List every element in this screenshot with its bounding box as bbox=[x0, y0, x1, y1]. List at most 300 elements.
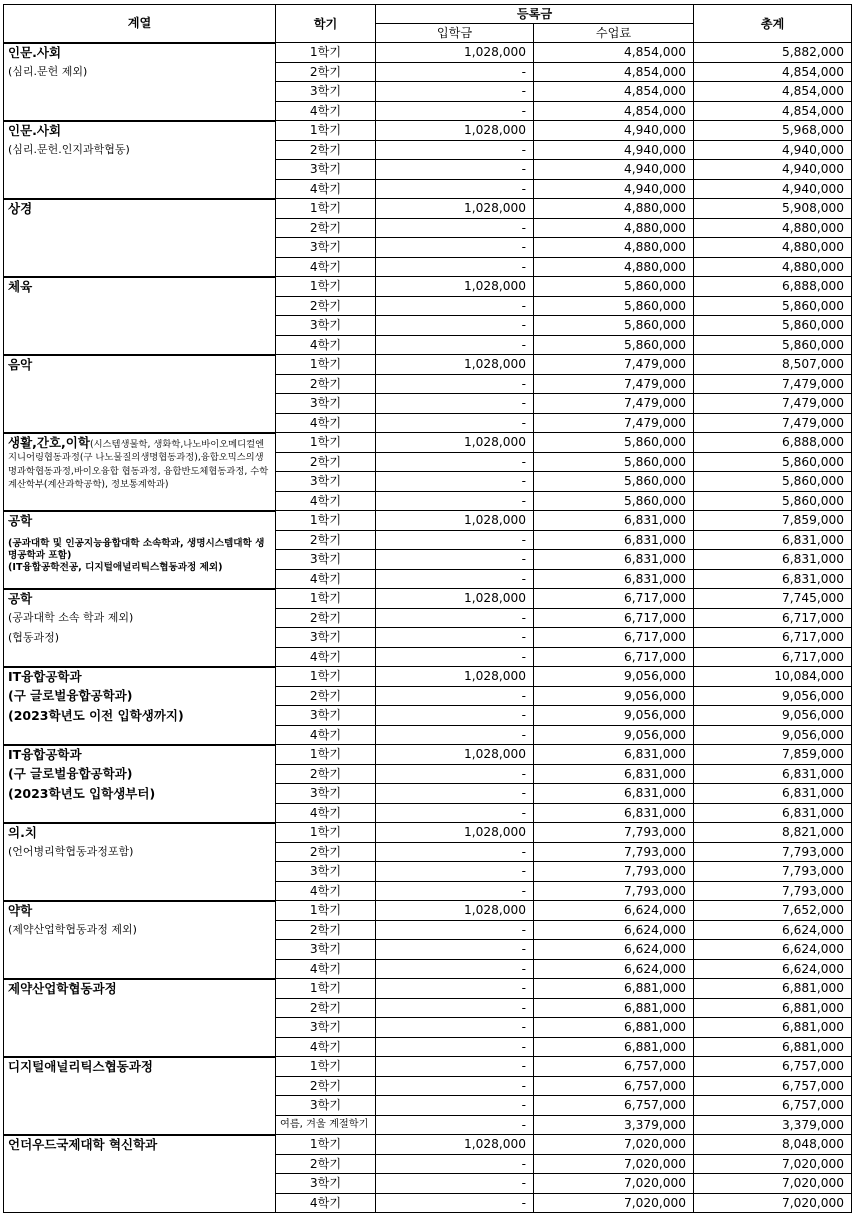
table-body bbox=[4, 43, 852, 1213]
admission-fee-cell: - bbox=[376, 316, 534, 336]
category-name: 인문.사회 bbox=[8, 122, 62, 138]
total-cell: 5,860,000 bbox=[694, 472, 852, 492]
class-fee-cell: 7,020,000 bbox=[534, 1135, 694, 1155]
total-cell: 6,624,000 bbox=[694, 940, 852, 960]
admission-fee-cell: - bbox=[376, 725, 534, 745]
semester-cell: 2학기 bbox=[276, 530, 376, 550]
semester-cell: 3학기 bbox=[276, 316, 376, 336]
admission-fee-cell: - bbox=[376, 647, 534, 667]
category-cell bbox=[4, 589, 276, 667]
total-cell: 4,854,000 bbox=[694, 62, 852, 82]
total-cell: 7,652,000 bbox=[694, 901, 852, 921]
semester-cell: 3학기 bbox=[276, 1174, 376, 1194]
class-fee-cell: 6,717,000 bbox=[534, 608, 694, 628]
admission-fee-cell: 1,028,000 bbox=[376, 199, 534, 219]
table-row bbox=[4, 43, 852, 63]
category-cell bbox=[4, 979, 276, 1057]
semester-cell: 1학기 bbox=[276, 199, 376, 219]
class-fee-cell: 9,056,000 bbox=[534, 686, 694, 706]
class-fee-cell: 5,860,000 bbox=[534, 296, 694, 316]
category-cell bbox=[4, 823, 276, 901]
class-fee-cell: 3,379,000 bbox=[534, 1115, 694, 1135]
class-fee-cell: 7,479,000 bbox=[534, 355, 694, 375]
total-cell: 6,757,000 bbox=[694, 1096, 852, 1116]
class-fee-cell: 6,881,000 bbox=[534, 1018, 694, 1038]
class-fee-cell: 7,479,000 bbox=[534, 394, 694, 414]
semester-cell: 1학기 bbox=[276, 511, 376, 531]
total-cell: 4,880,000 bbox=[694, 218, 852, 238]
semester-cell: 1학기 bbox=[276, 589, 376, 609]
admission-fee-cell: - bbox=[376, 179, 534, 199]
admission-fee-cell: - bbox=[376, 394, 534, 414]
table-row bbox=[4, 745, 852, 765]
class-fee-cell: 7,479,000 bbox=[534, 374, 694, 394]
category-name: 인문.사회 bbox=[8, 44, 62, 60]
semester-cell: 2학기 bbox=[276, 842, 376, 862]
table-row bbox=[4, 1135, 852, 1155]
header-semester: 학기 bbox=[276, 5, 376, 43]
semester-cell: 2학기 bbox=[276, 218, 376, 238]
class-fee-cell: 6,757,000 bbox=[534, 1096, 694, 1116]
semester-cell: 3학기 bbox=[276, 628, 376, 648]
admission-fee-cell: 1,028,000 bbox=[376, 745, 534, 765]
admission-fee-cell: - bbox=[376, 530, 534, 550]
total-cell: 7,859,000 bbox=[694, 511, 852, 531]
class-fee-cell: 4,940,000 bbox=[534, 121, 694, 141]
admission-fee-cell: - bbox=[376, 491, 534, 511]
admission-fee-cell: - bbox=[376, 1154, 534, 1174]
admission-fee-cell: - bbox=[376, 920, 534, 940]
admission-fee-cell: - bbox=[376, 1076, 534, 1096]
admission-fee-cell: 1,028,000 bbox=[376, 355, 534, 375]
semester-cell: 4학기 bbox=[276, 1037, 376, 1057]
semester-cell: 3학기 bbox=[276, 940, 376, 960]
class-fee-cell: 9,056,000 bbox=[534, 706, 694, 726]
total-cell: 7,793,000 bbox=[694, 881, 852, 901]
class-fee-cell: 6,624,000 bbox=[534, 940, 694, 960]
category-cell bbox=[4, 43, 276, 121]
class-fee-cell: 4,854,000 bbox=[534, 101, 694, 121]
admission-fee-cell: - bbox=[376, 1193, 534, 1213]
semester-cell: 1학기 bbox=[276, 745, 376, 765]
class-fee-cell: 4,880,000 bbox=[534, 257, 694, 277]
class-fee-cell: 6,831,000 bbox=[534, 550, 694, 570]
category-cell bbox=[4, 1135, 276, 1213]
admission-fee-cell: - bbox=[376, 296, 534, 316]
total-cell: 5,860,000 bbox=[694, 452, 852, 472]
admission-fee-cell: - bbox=[376, 842, 534, 862]
category-cell bbox=[4, 1057, 276, 1135]
table-row bbox=[4, 1057, 852, 1077]
admission-fee-cell: - bbox=[376, 550, 534, 570]
total-cell: 6,717,000 bbox=[694, 608, 852, 628]
class-fee-cell: 7,020,000 bbox=[534, 1154, 694, 1174]
class-fee-cell: 4,854,000 bbox=[534, 43, 694, 63]
admission-fee-cell: 1,028,000 bbox=[376, 43, 534, 63]
class-fee-cell: 6,624,000 bbox=[534, 959, 694, 979]
semester-cell: 2학기 bbox=[276, 1154, 376, 1174]
total-cell: 6,831,000 bbox=[694, 530, 852, 550]
semester-cell: 2학기 bbox=[276, 296, 376, 316]
total-cell: 6,831,000 bbox=[694, 784, 852, 804]
semester-cell: 1학기 bbox=[276, 355, 376, 375]
table-row bbox=[4, 901, 852, 921]
class-fee-cell: 6,831,000 bbox=[534, 530, 694, 550]
total-cell: 9,056,000 bbox=[694, 706, 852, 726]
total-cell: 7,479,000 bbox=[694, 374, 852, 394]
semester-cell: 2학기 bbox=[276, 374, 376, 394]
class-fee-cell: 6,881,000 bbox=[534, 979, 694, 999]
admission-fee-cell: - bbox=[376, 1057, 534, 1077]
table-row bbox=[4, 355, 852, 375]
class-fee-cell: 6,717,000 bbox=[534, 628, 694, 648]
admission-fee-cell: - bbox=[376, 881, 534, 901]
category-cell bbox=[4, 355, 276, 433]
table-row bbox=[4, 199, 852, 219]
category-name: 약학 bbox=[8, 902, 33, 918]
category-cell bbox=[4, 277, 276, 355]
semester-cell: 2학기 bbox=[276, 920, 376, 940]
total-cell: 7,020,000 bbox=[694, 1154, 852, 1174]
semester-cell: 3학기 bbox=[276, 394, 376, 414]
class-fee-cell: 6,757,000 bbox=[534, 1057, 694, 1077]
admission-fee-cell: 1,028,000 bbox=[376, 121, 534, 141]
category-cell bbox=[4, 199, 276, 277]
total-cell: 5,860,000 bbox=[694, 296, 852, 316]
admission-fee-cell: - bbox=[376, 706, 534, 726]
total-cell: 6,881,000 bbox=[694, 979, 852, 999]
category-name: 공학 bbox=[8, 590, 33, 606]
admission-fee-cell: - bbox=[376, 940, 534, 960]
total-cell: 5,908,000 bbox=[694, 199, 852, 219]
admission-fee-cell: - bbox=[376, 452, 534, 472]
semester-cell: 3학기 bbox=[276, 238, 376, 258]
spacer bbox=[8, 530, 271, 538]
semester-cell: 여름, 겨울 계절학기 bbox=[276, 1115, 376, 1135]
total-cell: 7,859,000 bbox=[694, 745, 852, 765]
admission-fee-cell: - bbox=[376, 569, 534, 589]
table-row bbox=[4, 979, 852, 999]
category-name-text: 생활,간호,이학 bbox=[8, 434, 90, 450]
semester-cell: 4학기 bbox=[276, 491, 376, 511]
semester-cell: 4학기 bbox=[276, 101, 376, 121]
admission-fee-cell: - bbox=[376, 803, 534, 823]
class-fee-cell: 4,940,000 bbox=[534, 160, 694, 180]
admission-fee-cell: - bbox=[376, 218, 534, 238]
semester-cell: 1학기 bbox=[276, 823, 376, 843]
class-fee-cell: 4,854,000 bbox=[534, 62, 694, 82]
category-subtitle: (제약산업학협동과정 제외) bbox=[8, 922, 137, 936]
total-cell: 6,717,000 bbox=[694, 647, 852, 667]
category-note: (공과대학 및 인공지능융합대학 소속학과, 생명시스템대학 생명공학과 포함) bbox=[8, 537, 265, 561]
total-cell: 6,717,000 bbox=[694, 628, 852, 648]
admission-fee-cell: - bbox=[376, 101, 534, 121]
class-fee-cell: 6,831,000 bbox=[534, 745, 694, 765]
header-class-fee: 수업료 bbox=[534, 24, 694, 43]
total-cell: 7,793,000 bbox=[694, 842, 852, 862]
total-cell: 6,757,000 bbox=[694, 1076, 852, 1096]
semester-cell: 4학기 bbox=[276, 569, 376, 589]
total-cell: 5,968,000 bbox=[694, 121, 852, 141]
total-cell: 7,745,000 bbox=[694, 589, 852, 609]
category-note: (IT융합공학전공, 디지털애널리틱스협동과정 제외) bbox=[8, 561, 223, 573]
class-fee-cell: 6,831,000 bbox=[534, 511, 694, 531]
class-fee-cell: 4,854,000 bbox=[534, 82, 694, 102]
header-admission-fee: 입학금 bbox=[376, 24, 534, 43]
semester-cell: 4학기 bbox=[276, 959, 376, 979]
table-row bbox=[4, 121, 852, 141]
semester-cell: 1학기 bbox=[276, 979, 376, 999]
semester-cell: 3학기 bbox=[276, 160, 376, 180]
total-cell: 5,882,000 bbox=[694, 43, 852, 63]
category-cell bbox=[4, 433, 276, 511]
total-cell: 4,880,000 bbox=[694, 238, 852, 258]
table-row bbox=[4, 511, 852, 531]
semester-cell: 1학기 bbox=[276, 1057, 376, 1077]
header-total: 총계 bbox=[694, 5, 852, 43]
class-fee-cell: 6,717,000 bbox=[534, 647, 694, 667]
total-cell: 10,084,000 bbox=[694, 667, 852, 687]
category-name: 공학 bbox=[8, 512, 33, 528]
total-cell: 8,821,000 bbox=[694, 823, 852, 843]
semester-cell: 1학기 bbox=[276, 667, 376, 687]
class-fee-cell: 6,831,000 bbox=[534, 569, 694, 589]
total-cell: 9,056,000 bbox=[694, 686, 852, 706]
category-subtitle: (구 글로벌융합공학과) bbox=[8, 765, 133, 781]
class-fee-cell: 5,860,000 bbox=[534, 277, 694, 297]
admission-fee-cell: - bbox=[376, 628, 534, 648]
class-fee-cell: 7,793,000 bbox=[534, 842, 694, 862]
total-cell: 7,479,000 bbox=[694, 394, 852, 414]
total-cell: 4,854,000 bbox=[694, 101, 852, 121]
semester-cell: 2학기 bbox=[276, 608, 376, 628]
category-name: IT융합공학과 bbox=[8, 746, 82, 762]
total-cell: 6,831,000 bbox=[694, 803, 852, 823]
total-cell: 6,888,000 bbox=[694, 433, 852, 453]
class-fee-cell: 6,717,000 bbox=[534, 589, 694, 609]
total-cell: 8,048,000 bbox=[694, 1135, 852, 1155]
semester-cell: 3학기 bbox=[276, 1018, 376, 1038]
semester-cell: 3학기 bbox=[276, 472, 376, 492]
semester-cell: 2학기 bbox=[276, 452, 376, 472]
semester-cell: 2학기 bbox=[276, 140, 376, 160]
class-fee-cell: 5,860,000 bbox=[534, 433, 694, 453]
category-cell bbox=[4, 121, 276, 199]
admission-fee-cell: - bbox=[376, 335, 534, 355]
semester-cell: 2학기 bbox=[276, 1076, 376, 1096]
semester-cell: 1학기 bbox=[276, 433, 376, 453]
admission-fee-cell: - bbox=[376, 82, 534, 102]
admission-fee-cell: - bbox=[376, 764, 534, 784]
category-name: 음악 bbox=[8, 356, 33, 372]
category-cell bbox=[4, 667, 276, 745]
category-name: IT융합공학과 bbox=[8, 668, 82, 684]
class-fee-cell: 4,880,000 bbox=[534, 218, 694, 238]
class-fee-cell: 7,793,000 bbox=[534, 881, 694, 901]
admission-fee-cell: - bbox=[376, 686, 534, 706]
total-cell: 4,940,000 bbox=[694, 160, 852, 180]
admission-fee-cell: - bbox=[376, 1174, 534, 1194]
class-fee-cell: 9,056,000 bbox=[534, 725, 694, 745]
class-fee-cell: 6,757,000 bbox=[534, 1076, 694, 1096]
total-cell: 3,379,000 bbox=[694, 1115, 852, 1135]
semester-cell: 1학기 bbox=[276, 43, 376, 63]
semester-cell: 4학기 bbox=[276, 179, 376, 199]
admission-fee-cell: - bbox=[376, 160, 534, 180]
total-cell: 6,757,000 bbox=[694, 1057, 852, 1077]
category-name: 의.치 bbox=[8, 824, 37, 840]
semester-cell: 4학기 bbox=[276, 803, 376, 823]
admission-fee-cell: - bbox=[376, 472, 534, 492]
semester-cell: 4학기 bbox=[276, 335, 376, 355]
class-fee-cell: 6,624,000 bbox=[534, 920, 694, 940]
table-header bbox=[4, 5, 852, 43]
class-fee-cell: 4,940,000 bbox=[534, 140, 694, 160]
category-subtitle: (구 글로벌융합공학과) bbox=[8, 687, 133, 703]
total-cell: 9,056,000 bbox=[694, 725, 852, 745]
category-name bbox=[8, 434, 271, 491]
admission-fee-cell: - bbox=[376, 374, 534, 394]
admission-fee-cell: - bbox=[376, 959, 534, 979]
total-cell: 4,940,000 bbox=[694, 140, 852, 160]
total-cell: 6,888,000 bbox=[694, 277, 852, 297]
class-fee-cell: 6,831,000 bbox=[534, 803, 694, 823]
admission-fee-cell: 1,028,000 bbox=[376, 277, 534, 297]
table-row bbox=[4, 589, 852, 609]
semester-cell: 2학기 bbox=[276, 62, 376, 82]
semester-cell: 1학기 bbox=[276, 277, 376, 297]
category-name: 체육 bbox=[8, 278, 33, 294]
admission-fee-cell: - bbox=[376, 998, 534, 1018]
class-fee-cell: 5,860,000 bbox=[534, 491, 694, 511]
total-cell: 7,020,000 bbox=[694, 1174, 852, 1194]
total-cell: 6,831,000 bbox=[694, 569, 852, 589]
semester-cell: 3학기 bbox=[276, 706, 376, 726]
total-cell: 4,854,000 bbox=[694, 82, 852, 102]
class-fee-cell: 6,831,000 bbox=[534, 764, 694, 784]
admission-fee-cell: 1,028,000 bbox=[376, 589, 534, 609]
category-subtitle: (2023학년도 이전 입학생까지) bbox=[8, 707, 184, 723]
total-cell: 5,860,000 bbox=[694, 335, 852, 355]
total-cell: 5,860,000 bbox=[694, 491, 852, 511]
admission-fee-cell: - bbox=[376, 784, 534, 804]
class-fee-cell: 7,793,000 bbox=[534, 862, 694, 882]
header-category: 계열 bbox=[4, 5, 276, 43]
admission-fee-cell: - bbox=[376, 1115, 534, 1135]
category-subtitle: (언어병리학협동과정포함) bbox=[8, 844, 134, 858]
class-fee-cell: 4,880,000 bbox=[534, 238, 694, 258]
class-fee-cell: 7,020,000 bbox=[534, 1174, 694, 1194]
total-cell: 6,881,000 bbox=[694, 1018, 852, 1038]
admission-fee-cell: - bbox=[376, 238, 534, 258]
admission-fee-cell: - bbox=[376, 979, 534, 999]
admission-fee-cell: - bbox=[376, 1037, 534, 1057]
class-fee-cell: 6,881,000 bbox=[534, 998, 694, 1018]
total-cell: 6,881,000 bbox=[694, 998, 852, 1018]
category-name: 언더우드국제대학 혁신학과 bbox=[8, 1136, 158, 1152]
header-tuition: 등록금 bbox=[376, 5, 694, 24]
admission-fee-cell: 1,028,000 bbox=[376, 667, 534, 687]
total-cell: 4,880,000 bbox=[694, 257, 852, 277]
tuition-table bbox=[3, 4, 852, 1213]
total-cell: 6,624,000 bbox=[694, 959, 852, 979]
semester-cell: 1학기 bbox=[276, 901, 376, 921]
total-cell: 6,831,000 bbox=[694, 764, 852, 784]
class-fee-cell: 7,793,000 bbox=[534, 823, 694, 843]
total-cell: 7,479,000 bbox=[694, 413, 852, 433]
semester-cell: 3학기 bbox=[276, 784, 376, 804]
class-fee-cell: 7,020,000 bbox=[534, 1193, 694, 1213]
class-fee-cell: 5,860,000 bbox=[534, 316, 694, 336]
table-row bbox=[4, 277, 852, 297]
semester-cell: 2학기 bbox=[276, 764, 376, 784]
class-fee-cell: 4,880,000 bbox=[534, 199, 694, 219]
category-name: 디지털애널리틱스협동과정 bbox=[8, 1058, 153, 1074]
class-fee-cell: 6,624,000 bbox=[534, 901, 694, 921]
total-cell: 4,940,000 bbox=[694, 179, 852, 199]
admission-fee-cell: - bbox=[376, 140, 534, 160]
category-cell bbox=[4, 745, 276, 823]
semester-cell: 2학기 bbox=[276, 998, 376, 1018]
total-cell: 5,860,000 bbox=[694, 316, 852, 336]
admission-fee-cell: - bbox=[376, 1018, 534, 1038]
admission-fee-cell: - bbox=[376, 257, 534, 277]
admission-fee-cell: - bbox=[376, 862, 534, 882]
category-subtitle: (심리.문헌.인지과학협동) bbox=[8, 142, 130, 156]
semester-cell: 4학기 bbox=[276, 1193, 376, 1213]
semester-cell: 3학기 bbox=[276, 550, 376, 570]
tuition-table-container bbox=[3, 4, 851, 1213]
admission-fee-cell: 1,028,000 bbox=[376, 901, 534, 921]
class-fee-cell: 7,479,000 bbox=[534, 413, 694, 433]
admission-fee-cell: - bbox=[376, 1096, 534, 1116]
admission-fee-cell: - bbox=[376, 413, 534, 433]
total-cell: 6,624,000 bbox=[694, 920, 852, 940]
category-name: 상경 bbox=[8, 200, 33, 216]
table-row bbox=[4, 667, 852, 687]
admission-fee-cell: 1,028,000 bbox=[376, 823, 534, 843]
semester-cell: 4학기 bbox=[276, 725, 376, 745]
class-fee-cell: 9,056,000 bbox=[534, 667, 694, 687]
class-fee-cell: 4,940,000 bbox=[534, 179, 694, 199]
admission-fee-cell: 1,028,000 bbox=[376, 433, 534, 453]
class-fee-cell: 6,831,000 bbox=[534, 784, 694, 804]
semester-cell: 4학기 bbox=[276, 881, 376, 901]
category-subtitle: (심리.문헌 제외) bbox=[8, 64, 88, 78]
semester-cell: 4학기 bbox=[276, 647, 376, 667]
class-fee-cell: 5,860,000 bbox=[534, 335, 694, 355]
category-name: 제약산업학협동과정 bbox=[8, 980, 117, 996]
category-subtitle: (2023학년도 입학생부터) bbox=[8, 785, 156, 801]
semester-cell: 3학기 bbox=[276, 1096, 376, 1116]
category-note: (시스템생물학, 생화학,나노바이오메디컬엔지니어링협동과정(구 나노물질의생명협동과정),융합오믹스의생명과학협동과정,바이오융합 협동과정, 융합반도체협동과정, 수학계산학부(계산과학공학), 정보통계학과) bbox=[8, 438, 269, 490]
total-cell: 8,507,000 bbox=[694, 355, 852, 375]
total-cell: 6,831,000 bbox=[694, 550, 852, 570]
class-fee-cell: 6,881,000 bbox=[534, 1037, 694, 1057]
semester-cell: 2학기 bbox=[276, 686, 376, 706]
semester-cell: 1학기 bbox=[276, 121, 376, 141]
category-cell bbox=[4, 511, 276, 589]
class-fee-cell: 5,860,000 bbox=[534, 472, 694, 492]
admission-fee-cell: - bbox=[376, 608, 534, 628]
admission-fee-cell: - bbox=[376, 62, 534, 82]
semester-cell: 3학기 bbox=[276, 82, 376, 102]
semester-cell: 3학기 bbox=[276, 862, 376, 882]
category-subtitle: (공과대학 소속 학과 제외) bbox=[8, 610, 134, 624]
category-subtitle: (협동과정) bbox=[8, 630, 60, 644]
admission-fee-cell: 1,028,000 bbox=[376, 511, 534, 531]
total-cell: 7,793,000 bbox=[694, 862, 852, 882]
